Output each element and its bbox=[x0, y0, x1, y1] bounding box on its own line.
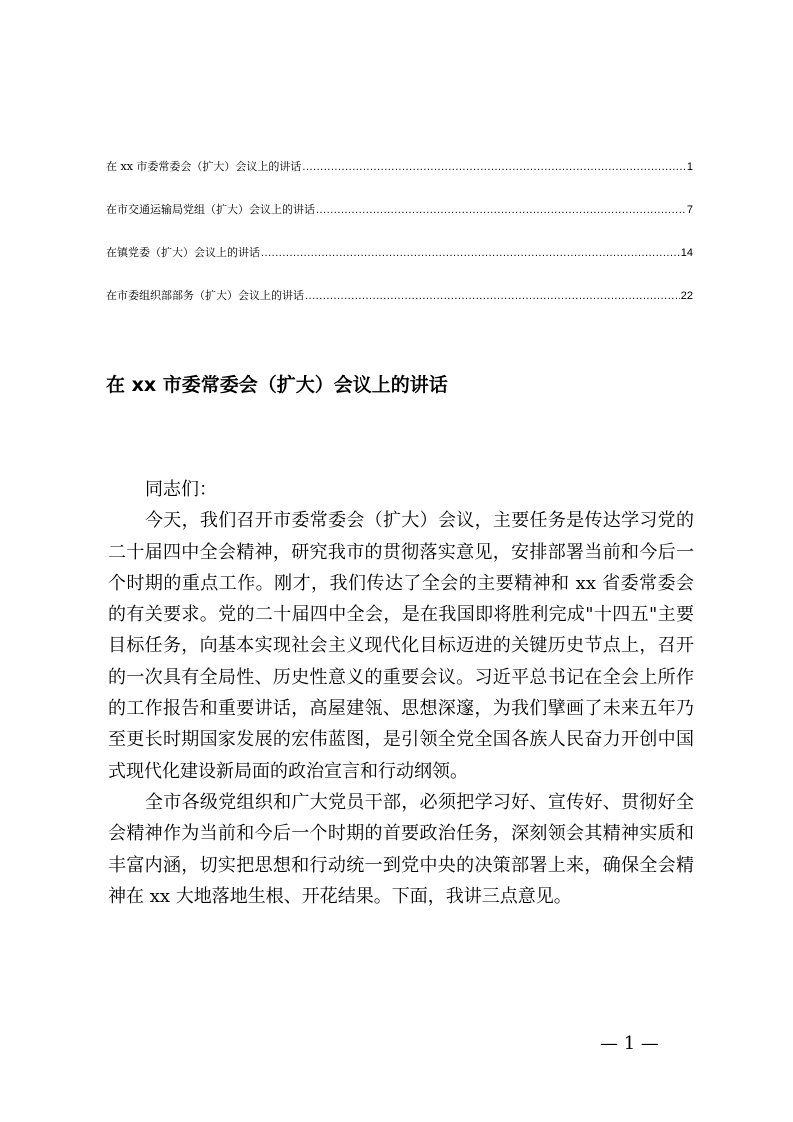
page-number: — 1 — bbox=[600, 1033, 659, 1054]
salutation: 同志们： bbox=[145, 479, 217, 500]
toc-entry-title[interactable]: 在市交通运输局党组（扩大）会议上的讲话 bbox=[106, 203, 315, 216]
document-title: 在 xx 市委常委会（扩大）会议上的讲话 bbox=[106, 374, 448, 396]
toc-entry[interactable] bbox=[106, 203, 693, 216]
body-paragraph: 今天，我们召开市委常委会（扩大）会议，主要任务是传达学习党的二十届四中全会精神，研究我市的贯彻落实意见，安排部署当前和今后一个时期的重点工作。刚才，我们传达了全会的主要精神和 xx 省委常委会的有关要求。党的二十届四中全会，是在我国即将胜利完成"十四五"主要目标任务，向基本实现社会主义现代化目标迈进的关键历史节点上，召开的一次具有全局性、历史性意义的重要会议。习近平总书记在全会上所作的工作报告和重要讲话，高屋建瓴、思想深邃，为我们擘画了未来五年乃至更长时期国家发展的宏伟蓝图，是引领全党全国各族人民奋力开创中国式现代化建设新局面的政治宣言和行动纲领。 bbox=[108, 510, 694, 782]
toc-entry[interactable] bbox=[106, 160, 693, 173]
toc-entry-page[interactable]: 14 bbox=[680, 247, 693, 259]
toc-entry-page[interactable]: 7 bbox=[686, 204, 693, 216]
toc-entry-page[interactable]: 1 bbox=[686, 161, 693, 173]
toc-entry[interactable] bbox=[106, 246, 693, 259]
body-paragraph: 全市各级党组织和广大党员干部，必须把学习好、宣传好、贯彻好全会精神作为当前和今后一个时期的首要政治任务，深刻领会其精神实质和丰富内涵，切实把思想和行动统一到党中央的决策部署上来，确保全会精神在 xx 大地落地生根、开花结果。下面，我讲三点意见。 bbox=[108, 791, 694, 907]
toc-entry-title[interactable]: 在市委组织部部务（扩大）会议上的讲话 bbox=[106, 289, 304, 302]
toc-entry-page[interactable]: 22 bbox=[680, 290, 693, 302]
toc-entry-title[interactable]: 在镇党委（扩大）会议上的讲话 bbox=[106, 246, 260, 259]
toc-dot-leader bbox=[261, 247, 680, 260]
toc-entry-title[interactable]: 在 xx 市委常委会（扩大）会议上的讲话 bbox=[106, 160, 302, 173]
document-body bbox=[108, 474, 694, 912]
toc-dot-leader bbox=[316, 204, 686, 217]
toc-dot-leader bbox=[305, 290, 680, 303]
table-of-contents bbox=[106, 160, 693, 332]
toc-dot-leader bbox=[302, 161, 685, 174]
toc-entry[interactable] bbox=[106, 289, 693, 302]
